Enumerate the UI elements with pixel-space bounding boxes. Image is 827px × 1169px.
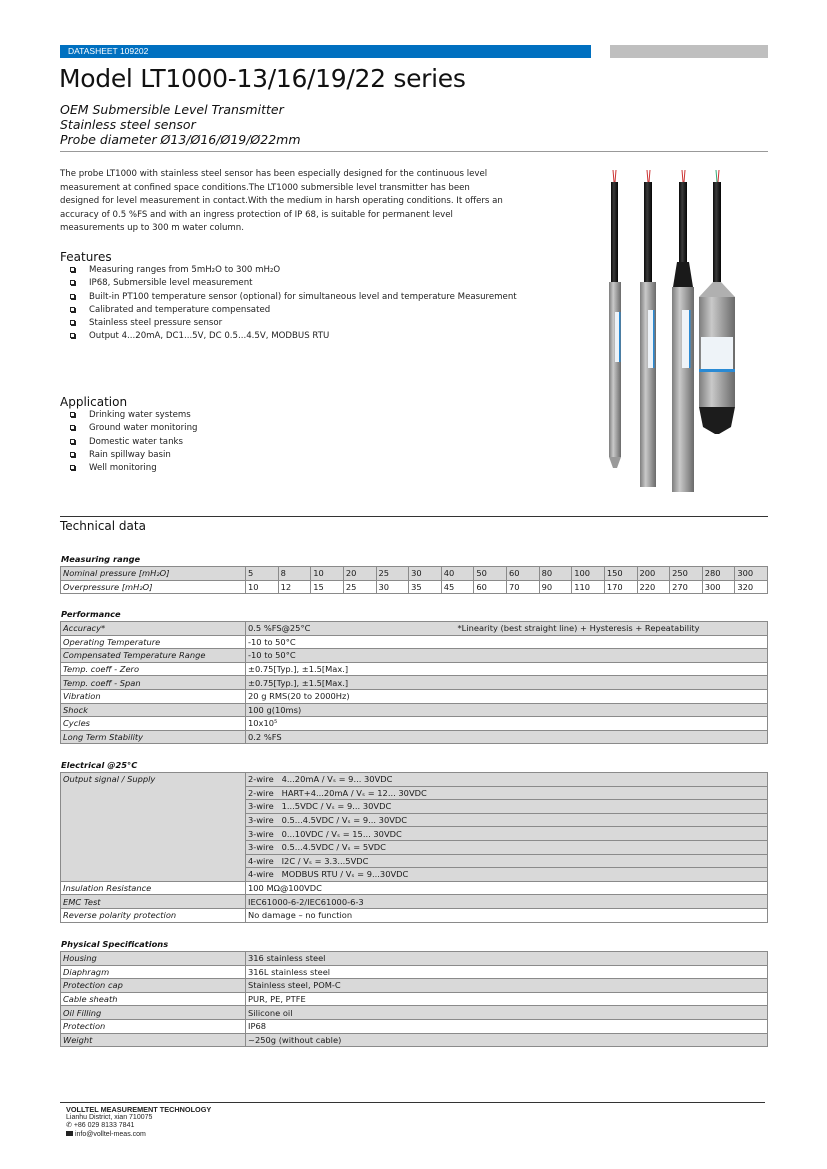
output-option: 2-wire HART+4...20mA / Vₛ = 12... 30VDC: [246, 786, 768, 800]
table-row: [61, 676, 768, 690]
list-item: [60, 422, 530, 435]
row-label: Weight: [61, 1033, 246, 1047]
cell-value: 35: [409, 580, 442, 594]
cell-value: 280: [702, 567, 735, 581]
cell-value: 12: [278, 580, 311, 594]
output-option: 4-wire I2C / Vₛ = 3.3...5VDC: [246, 854, 768, 868]
probe-2: [640, 170, 656, 487]
cell-value: 40: [441, 567, 474, 581]
cell-value: 320: [735, 580, 768, 594]
table-row: [61, 952, 768, 966]
list-item: [60, 449, 530, 462]
subtitle: [60, 102, 301, 147]
application-heading: Application: [60, 395, 128, 409]
cell-value: 5: [246, 567, 279, 581]
list-item-text: Well monitoring: [89, 463, 157, 474]
cell-value: 0.5 %FS@25°C: [246, 622, 456, 636]
row-label: Vibration: [61, 689, 246, 703]
cell-value: 20 g RMS(20 to 2000Hz): [246, 689, 768, 703]
application-section: [60, 395, 530, 475]
cell-value: 20: [343, 567, 376, 581]
cell-value: 100 MΩ@100VDC: [246, 881, 768, 895]
cell-value: 250: [670, 567, 703, 581]
cell-value: 70: [507, 580, 540, 594]
cell-value: 316L stainless steel: [246, 965, 768, 979]
list-item: [60, 436, 530, 449]
datasheet-label: DATASHEET 109202: [60, 45, 591, 58]
table-row: [61, 730, 768, 744]
list-item: [60, 277, 530, 290]
phone-number: +86 029 8133 7841: [73, 1122, 135, 1130]
footer: [66, 1106, 211, 1139]
cell-value: 300: [702, 580, 735, 594]
table-row: [61, 965, 768, 979]
output-option: 4-wire MODBUS RTU / Vₛ = 9...30VDC: [246, 868, 768, 882]
checkbox-bullet-icon: [70, 333, 75, 338]
table-row: [61, 773, 768, 787]
physical-table: [60, 951, 768, 1047]
checkbox-bullet-icon: [70, 267, 75, 272]
table-row: [61, 992, 768, 1006]
subtitle-line: Probe diameter Ø13/Ø16/Ø19/Ø22mm: [60, 132, 301, 147]
table-row: [61, 881, 768, 895]
list-item-text: Rain spillway basin: [89, 449, 171, 460]
cell-value: 90: [539, 580, 572, 594]
cell-value: 200: [637, 567, 670, 581]
row-label: Reverse polarity protection: [61, 908, 246, 922]
phone-line: [66, 1122, 211, 1130]
list-item: [60, 264, 530, 277]
checkbox-bullet-icon: [70, 465, 75, 470]
measuring-range-heading: Measuring range: [61, 554, 141, 564]
cell-value: 110: [572, 580, 605, 594]
probe-4: [699, 170, 735, 434]
output-option: 3-wire 0...10VDC / Vₛ = 15... 30VDC: [246, 827, 768, 841]
row-label: Oil Filling: [61, 1006, 246, 1020]
cell-value: PUR, PE, PTFE: [246, 992, 768, 1006]
table-row: [61, 979, 768, 993]
table-row: [61, 649, 768, 663]
table-row: [61, 580, 768, 594]
row-label: EMC Test: [61, 895, 246, 909]
technical-data-heading: Technical data: [60, 519, 146, 533]
list-item-text: Drinking water systems: [89, 410, 191, 420]
electrical-table: [60, 772, 768, 923]
measuring-range-table: [60, 566, 768, 594]
row-label: Housing: [61, 952, 246, 966]
cell-value: 10x10⁵: [246, 717, 768, 731]
accuracy-note: *Linearity (best straight line) + Hysteresis + Repeatability: [456, 622, 768, 636]
envelope-icon: [66, 1131, 73, 1136]
cell-value: 100 g(10ms): [246, 703, 768, 717]
table-row: [61, 717, 768, 731]
row-label: Protection cap: [61, 979, 246, 993]
row-label: Temp. coeff - Zero: [61, 662, 246, 676]
checkbox-bullet-icon: [70, 425, 75, 430]
cell-value: 10: [246, 580, 279, 594]
row-label: Shock: [61, 703, 246, 717]
cell-value: 150: [604, 567, 637, 581]
cell-value: ~250g (without cable): [246, 1033, 768, 1047]
probe-1: [609, 170, 621, 468]
divider: [60, 516, 768, 517]
table-row: [61, 689, 768, 703]
table-row: [61, 622, 768, 636]
checkbox-bullet-icon: [70, 307, 75, 312]
list-item-text: Domestic water tanks: [89, 436, 183, 447]
table-row: [61, 567, 768, 581]
cell-value: 25: [376, 567, 409, 581]
features-section: [60, 250, 530, 344]
cell-value: ±0.75[Typ.], ±1.5[Max.]: [246, 676, 768, 690]
checkbox-bullet-icon: [70, 412, 75, 417]
row-label: Long Term Stability: [61, 730, 246, 744]
cell-value: 30: [376, 580, 409, 594]
list-item: [60, 330, 530, 343]
row-label: Diaphragm: [61, 965, 246, 979]
row-label: Cycles: [61, 717, 246, 731]
product-image: [593, 162, 773, 502]
row-label: Accuracy*: [61, 622, 246, 636]
cell-value: 25: [343, 580, 376, 594]
table-row: [61, 908, 768, 922]
checkbox-bullet-icon: [70, 452, 75, 457]
cell-value: -10 to 50°C: [246, 635, 768, 649]
cell-value: 60: [474, 580, 507, 594]
subtitle-line: Stainless steel sensor: [60, 117, 196, 132]
cell-value: Stainless steel, POM-C: [246, 979, 768, 993]
features-heading: Features: [60, 250, 112, 264]
cell-value: 10: [311, 567, 344, 581]
cell-value: IP68: [246, 1019, 768, 1033]
cell-value: 45: [441, 580, 474, 594]
cell-value: 316 stainless steel: [246, 952, 768, 966]
table-row: [61, 1019, 768, 1033]
list-item-text: Measuring ranges from 5mH₂O to 300 mH₂O: [89, 265, 281, 275]
cell-value: IEC61000-6-2/IEC61000-6-3: [246, 895, 768, 909]
company-address: Lianhu District, xian 710075: [66, 1114, 153, 1122]
row-label: Protection: [61, 1019, 246, 1033]
row-label: Compensated Temperature Range: [61, 649, 246, 663]
cell-value: 8: [278, 567, 311, 581]
row-label: Nominal pressure [mH₂O]: [61, 567, 246, 581]
email-link[interactable]: info@volltel-meas.com: [74, 1130, 146, 1138]
row-label: Overpressure [mH₂O]: [61, 580, 246, 594]
header-gray-bar: [610, 45, 768, 58]
list-item-text: Calibrated and temperature compensated: [89, 304, 271, 315]
cell-value: 270: [670, 580, 703, 594]
cell-value: 220: [637, 580, 670, 594]
list-item-text: Stainless steel pressure sensor: [89, 318, 223, 329]
cell-value: 80: [539, 567, 572, 581]
cell-value: 170: [604, 580, 637, 594]
cell-value: No damage – no function: [246, 908, 768, 922]
probe-3: [672, 170, 694, 492]
checkbox-bullet-icon: [70, 320, 75, 325]
intro-paragraph: The probe LT1000 with stainless steel sensor has been especially designed for the continuous level measurement at confined space conditions.The LT1000 submersible level transmitter has been designed for level measurement in contact.With the medium in harsh operating conditions. It offers an accuracy of 0.5 %FS and with an ingress protection of IP 68, is suitable for permanent level measurements up to 300 m water column.: [60, 169, 503, 233]
company-name: VOLLTEL MEASUREMENT TECHNOLOGY: [66, 1105, 212, 1114]
list-item: [60, 291, 530, 304]
list-item: [60, 304, 530, 317]
probe-illustration: [593, 162, 773, 502]
list-item-text: Ground water monitoring: [89, 423, 198, 434]
table-row: [61, 895, 768, 909]
cell-value: 300: [735, 567, 768, 581]
output-option: 3-wire 0.5...4.5VDC / Vₛ = 9... 30VDC: [246, 813, 768, 827]
features-list: [60, 264, 530, 344]
table-row: [61, 1006, 768, 1020]
performance-heading: Performance: [61, 609, 121, 619]
output-option: 3-wire 1...5VDC / Vₛ = 9... 30VDC: [246, 800, 768, 814]
table-row: [61, 1033, 768, 1047]
electrical-heading: Electrical @25°C: [61, 760, 138, 770]
checkbox-bullet-icon: [70, 294, 75, 299]
performance-table: [60, 621, 768, 744]
application-list: [60, 409, 530, 475]
list-item-text: Output 4...20mA, DC1...5V, DC 0.5...4.5V, MODBUS RTU: [89, 331, 330, 342]
row-label: Output signal / Supply: [61, 773, 246, 882]
table-row: [61, 662, 768, 676]
cell-value: 15: [311, 580, 344, 594]
list-item-text: Built-in PT100 temperature sensor (optional) for simultaneous level and temperature Measurement: [89, 291, 517, 302]
cell-value: 30: [409, 567, 442, 581]
output-option: 3-wire 0.5...4.5VDC / Vₛ = 5VDC: [246, 840, 768, 854]
physical-heading: Physical Specifications: [61, 939, 169, 949]
phone-icon: ✆: [66, 1122, 72, 1130]
list-item: [60, 317, 530, 330]
checkbox-bullet-icon: [70, 280, 75, 285]
cell-value: Silicone oil: [246, 1006, 768, 1020]
row-label: Insulation Resistance: [61, 881, 246, 895]
footer-divider: [60, 1102, 765, 1103]
divider: [60, 151, 768, 152]
checkbox-bullet-icon: [70, 439, 75, 444]
subtitle-line: OEM Submersible Level Transmitter: [60, 102, 284, 117]
cell-value: -10 to 50°C: [246, 649, 768, 663]
row-label: Operating Temperature: [61, 635, 246, 649]
email-line: [66, 1131, 211, 1139]
list-item-text: IP68, Submersible level measurement: [89, 278, 253, 289]
row-label: Cable sheath: [61, 992, 246, 1006]
table-row: [61, 703, 768, 717]
list-item: [60, 409, 530, 422]
cell-value: 50: [474, 567, 507, 581]
row-label: Temp. coeff - Span: [61, 676, 246, 690]
page-title: Model LT1000-13/16/19/22 series: [59, 64, 466, 93]
cell-value: 60: [507, 567, 540, 581]
cell-value: 0.2 %FS: [246, 730, 768, 744]
list-item: [60, 462, 530, 475]
cell-value: 100: [572, 567, 605, 581]
table-row: [61, 635, 768, 649]
cell-value: ±0.75[Typ.], ±1.5[Max.]: [246, 662, 768, 676]
output-option: 2-wire 4...20mA / Vₛ = 9... 30VDC: [246, 773, 768, 787]
